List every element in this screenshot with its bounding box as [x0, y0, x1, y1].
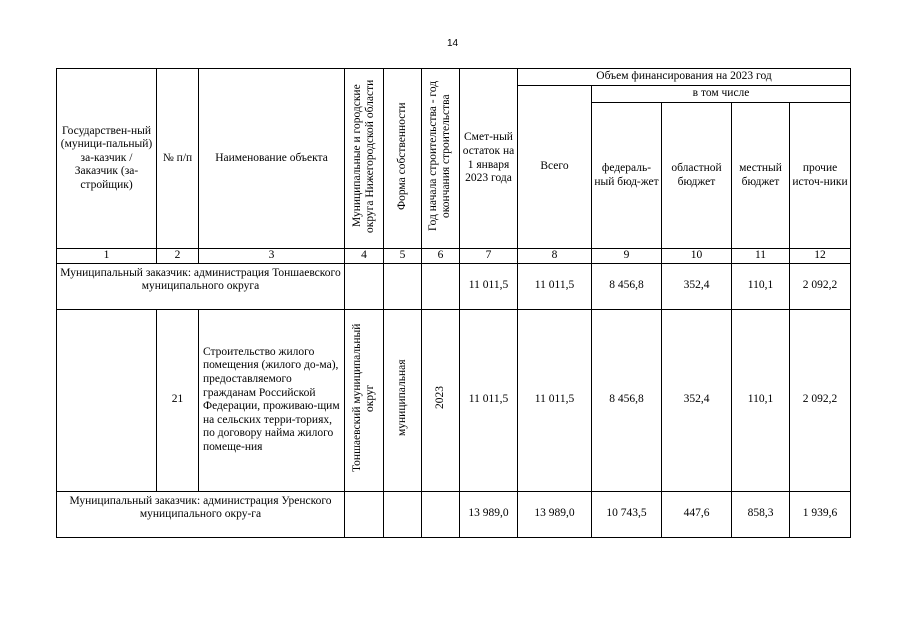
row-local: 858,3 — [732, 491, 790, 537]
column-number: 2 — [157, 249, 199, 264]
row-local: 110,1 — [732, 309, 790, 491]
column-number: 6 — [422, 249, 460, 264]
header-no: № п/п — [157, 69, 199, 249]
row-empty — [384, 263, 422, 309]
column-number: 1 — [57, 249, 157, 264]
row-years: 2023 — [422, 309, 460, 491]
financing-table — [56, 68, 851, 538]
row-other: 2 092,2 — [790, 263, 851, 309]
row-no: 21 — [157, 309, 199, 491]
header-total: Всего — [518, 86, 592, 249]
row-empty — [422, 263, 460, 309]
header-estimate-balance: Смет-ный остаток на 1 января 2023 года — [460, 69, 518, 249]
row-regional: 352,4 — [662, 263, 732, 309]
row-other: 1 939,6 — [790, 491, 851, 537]
header-including: в том числе — [592, 86, 851, 103]
row-balance: 11 011,5 — [460, 309, 518, 491]
header-regional: областной бюджет — [662, 103, 732, 249]
row-regional: 352,4 — [662, 309, 732, 491]
row-other: 2 092,2 — [790, 309, 851, 491]
column-number: 11 — [732, 249, 790, 264]
column-number-row — [57, 249, 851, 264]
column-number: 5 — [384, 249, 422, 264]
header-municipality: Муниципальные и городские округа Нижегородской области — [345, 69, 384, 249]
page-number: 14 — [446, 38, 459, 49]
row-customer: Муниципальный заказчик: администрация Уренского муниципального окру-га — [57, 491, 345, 537]
column-number: 7 — [460, 249, 518, 264]
column-number: 12 — [790, 249, 851, 264]
column-number: 9 — [592, 249, 662, 264]
column-number: 8 — [518, 249, 592, 264]
row-empty — [345, 491, 384, 537]
row-regional: 447,6 — [662, 491, 732, 537]
row-total: 13 989,0 — [518, 491, 592, 537]
row-empty — [57, 309, 157, 491]
header-years: Год начала строительства - год окончания строительства — [422, 69, 460, 249]
row-balance: 11 011,5 — [460, 263, 518, 309]
header-object-name: Наименование объекта — [199, 69, 345, 249]
row-total: 11 011,5 — [518, 309, 592, 491]
column-number: 3 — [199, 249, 345, 264]
header-ownership: Форма собственности — [384, 69, 422, 249]
header-customer: Государствен-ный (муници-пальный) за-казчик / Заказчик (за-стройщик) — [57, 69, 157, 249]
header-financing: Объем финансирования на 2023 год — [518, 69, 851, 86]
header-other: прочие источ-ники — [790, 103, 851, 249]
row-federal: 10 743,5 — [592, 491, 662, 537]
column-number: 10 — [662, 249, 732, 264]
row-total: 11 011,5 — [518, 263, 592, 309]
row-empty — [345, 263, 384, 309]
row-municipality: Тоншаевский муниципальный округ — [345, 309, 384, 491]
table-row-customer-tonshaevo — [57, 263, 851, 309]
table-row-object-21 — [57, 309, 851, 491]
row-federal: 8 456,8 — [592, 263, 662, 309]
table-row-customer-uren — [57, 491, 851, 537]
row-empty — [384, 491, 422, 537]
row-ownership: муниципальная — [384, 309, 422, 491]
header-local: местный бюджет — [732, 103, 790, 249]
row-local: 110,1 — [732, 263, 790, 309]
row-object-name: Строительство жилого помещения (жилого до-ма), предоставляемого гражданам Российской Федерации, проживаю-щим на сельских терри-ториях, по договору найма жилого помеще-ния — [199, 309, 345, 491]
row-balance: 13 989,0 — [460, 491, 518, 537]
row-customer: Муниципальный заказчик: администрация Тоншаевского муниципального округа — [57, 263, 345, 309]
row-empty — [422, 491, 460, 537]
column-number: 4 — [345, 249, 384, 264]
row-federal: 8 456,8 — [592, 309, 662, 491]
header-federal: федераль-ный бюд-жет — [592, 103, 662, 249]
